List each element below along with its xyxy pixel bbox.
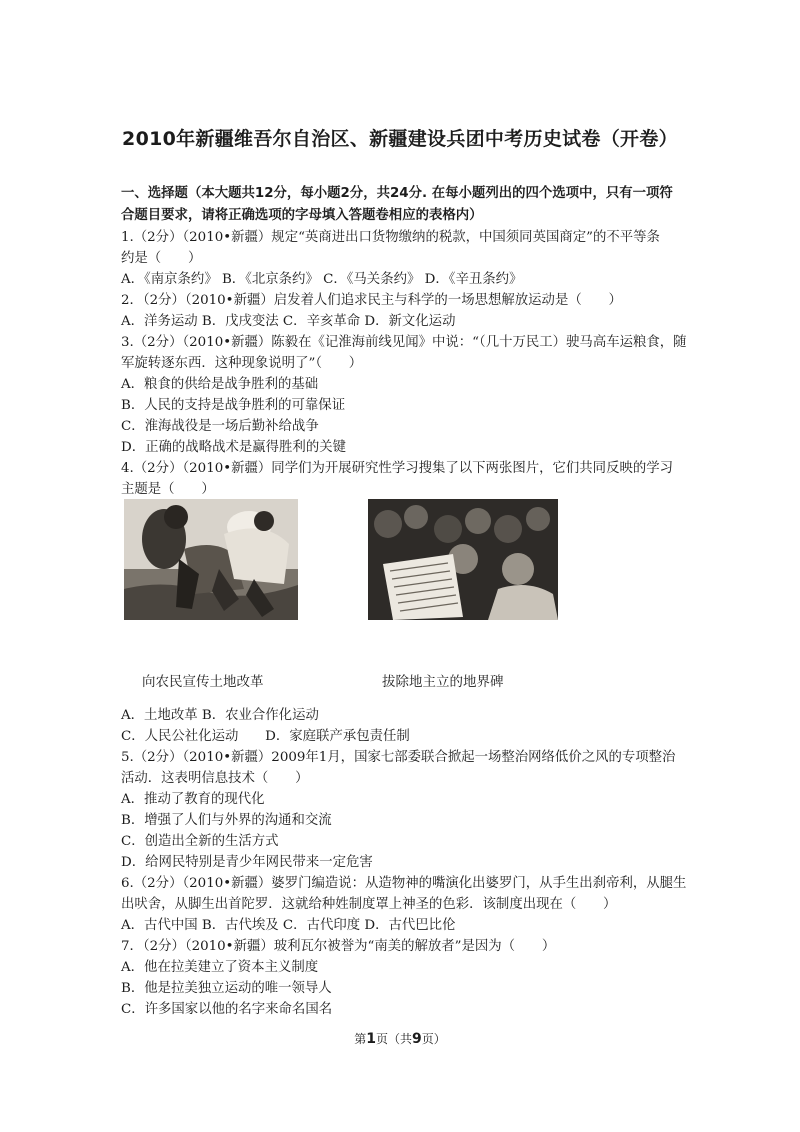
question-5-line2: 活动．这表明信息技术（ ） — [121, 771, 309, 786]
question-7-option-c: C．许多国家以他的名字来命名国名 — [121, 1002, 333, 1017]
boundary-stone-photo-graphic — [368, 499, 558, 620]
question-5-option-d: D．给网民特别是青少年网民带来一定危害 — [121, 855, 373, 870]
question-5-option-b: B．增强了人们与外界的沟通和交流 — [121, 813, 332, 828]
question-3-line1: 3.（2分）（2010•新疆）陈毅在《记淮海前线见闻》中说：“（几十万民工）驶马高车运粮食，随 — [121, 335, 687, 350]
footer-suffix: 页） — [421, 1032, 446, 1046]
page-footer — [0, 1030, 800, 1047]
question-2-options: A．洋务运动 B．戊戌变法 C．辛亥革命 D．新文化运动 — [121, 314, 456, 329]
question-7-option-b: B．他是拉美独立运动的唯一领导人 — [121, 981, 332, 996]
page-title: 2010年新疆维吾尔自治区、新疆建设兵团中考历史试卷（开卷） — [122, 128, 678, 150]
question-1-options: A．《南京条约》 B．《北京条约》 C．《马关条约》 D．《辛丑条约》 — [121, 272, 523, 287]
question-3-line2: 军旋转逐东西．这种现象说明了”（ ） — [121, 356, 363, 371]
question-4-line2: 主题是（ ） — [121, 482, 215, 497]
footer-middle: 页（共 — [375, 1032, 412, 1046]
question-2-stem: 2．（2分）（2010•新疆）启发着人们追求民主与科学的一场思想解放运动是（ ） — [121, 293, 622, 308]
question-4-options-row2: C．人民公社化运动 D．家庭联产承包责任制 — [121, 729, 410, 744]
land-reform-photo — [124, 499, 298, 620]
section-heading-line1: 一、选择题（本大题共12分，每小题2分，共24分. 在每小题列出的四个选项中，只有一项符 — [121, 186, 673, 201]
question-4-line1: 4.（2分）（2010•新疆）同学们为开展研究性学习搜集了以下两张图片，它们共同反映的学习 — [121, 461, 674, 476]
question-5-option-c: C．创造出全新的生活方式 — [121, 834, 279, 849]
question-1-line2: 约是（ ） — [121, 251, 202, 266]
footer-page-number: 1 — [366, 1031, 376, 1047]
land-reform-photo-graphic — [124, 499, 298, 620]
boundary-stone-photo — [368, 499, 558, 620]
question-6-line1: 6.（2分）（2010•新疆）婆罗门编造说：从造物神的嘴演化出婆罗门，从手生出刹帝利，从腿生 — [121, 876, 687, 891]
question-4-options-row1: A．土地改革 B．农业合作化运动 — [121, 708, 319, 723]
question-5-option-a: A．推动了教育的现代化 — [121, 792, 265, 807]
question-7-option-a: A．他在拉美建立了资本主义制度 — [121, 960, 319, 975]
question-3-option-d: D．正确的战略战术是赢得胜利的关键 — [121, 440, 346, 455]
right-photo-caption: 拔除地主立的地界碑 — [382, 674, 504, 690]
section-heading-line2: 合题目要求，请将正确选项的字母填入答题卷相应的表格内） — [121, 208, 483, 223]
left-photo-caption: 向农民宣传土地改革 — [142, 674, 264, 690]
question-3-option-c: C．淮海战役是一场后勤补给战争 — [121, 419, 319, 434]
question-5-line1: 5.（2分）（2010•新疆）2009年1月，国家七部委联合掀起一场整治网络低价之风的专项整治 — [121, 750, 676, 765]
question-6-line2: 出吠舍，从脚生出首陀罗．这就给种姓制度罩上神圣的色彩．该制度出现在（ ） — [121, 897, 617, 912]
question-1-line1: 1.（2分）（2010•新疆）规定“英商进出口货物缴纳的税款，中国须同英国商定”的不平等条 — [121, 230, 660, 245]
question-6-options: A．古代中国 B．古代埃及 C．古代印度 D．古代巴比伦 — [121, 918, 456, 933]
footer-total-pages: 9 — [412, 1031, 422, 1047]
question-3-option-a: A．粮食的供给是战争胜利的基础 — [121, 377, 319, 392]
question-7-stem: 7．（2分）（2010•新疆）玻利瓦尔被誉为“南美的解放者”是因为（ ） — [121, 939, 556, 954]
question-3-option-b: B．人民的支持是战争胜利的可靠保证 — [121, 398, 346, 413]
footer-prefix: 第 — [354, 1032, 367, 1046]
